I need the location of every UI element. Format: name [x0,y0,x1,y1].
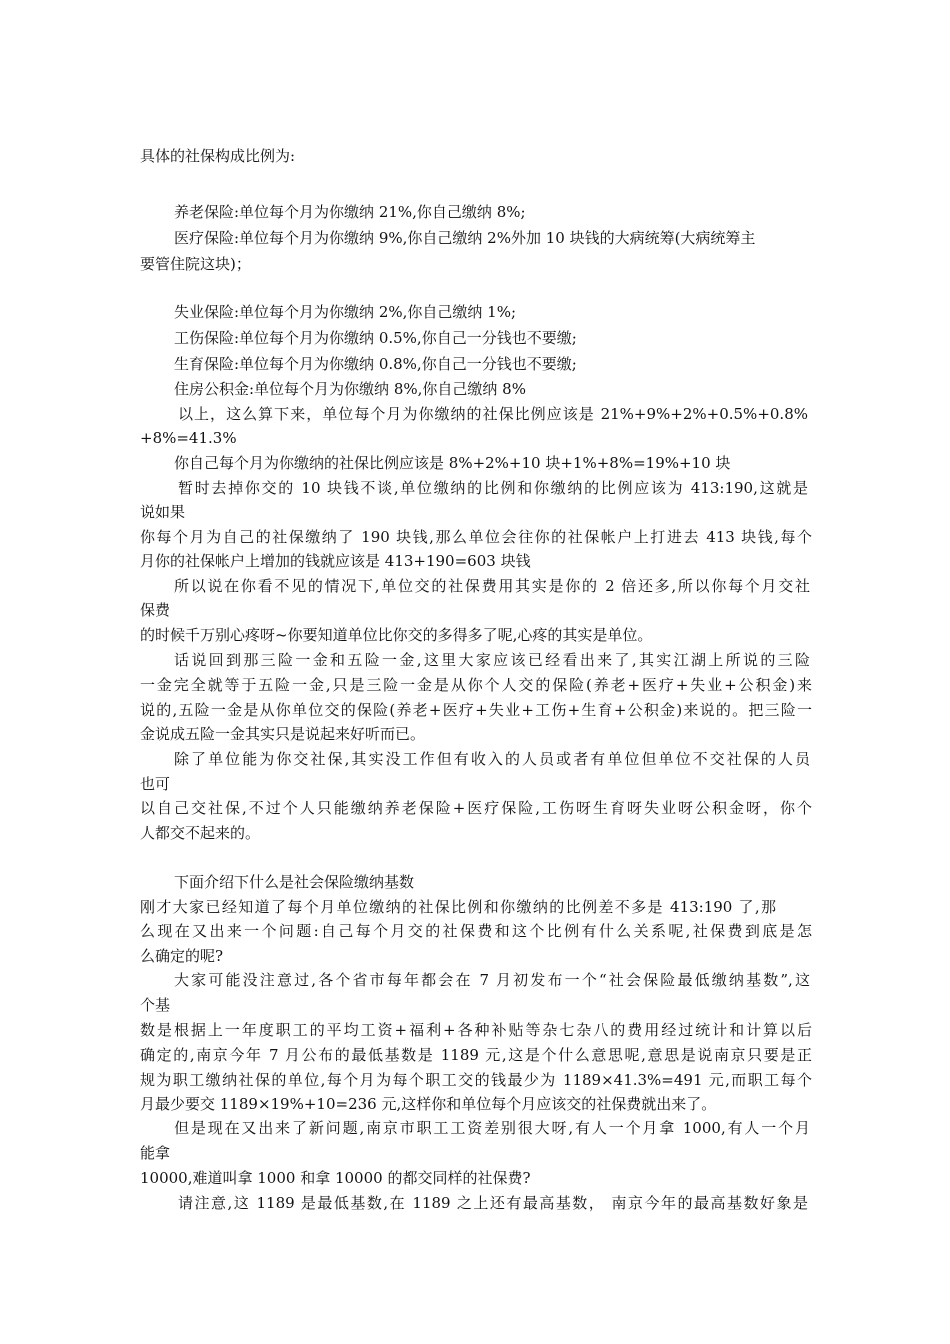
medical-line-cont: 要管住院这块)； [140,255,251,273]
paragraph-line: 确定的,南京今年 7 月公布的最低基数是 1189 元,这是个什么意思呢,意思是说南京只要是正 [140,1046,812,1064]
ratio-line-cont: 说如果 [140,503,186,521]
paragraph-line: 么确定的呢? [140,947,224,965]
paragraph-line: 但是现在又出来了新问题,南京市职工工资差别很大呀,有人一个月拿 1000,有人一个月 [174,1119,810,1137]
intro-line: 具体的社保构成比例为: [140,147,296,165]
paragraph-line: 刚才大家已经知道了每个月单位缴纳的社保比例和你缴纳的比例差不多是 413:190 了,那 [140,898,776,916]
paragraph-line: 大家可能没注意过,各个省市每年都会在 7 月初发布一个“社会保险最低缴纳基数”,这 [174,971,810,989]
paragraph-line: 的时候千万别心疼呀~你要知道单位比你交的多得多了呢,心疼的其实是单位。 [140,626,653,644]
paragraph-line: 话说回到那三险一金和五险一金,这里大家应该已经看出来了,其实江湖上所说的三险 [174,651,810,669]
paragraph-line-cont: 能拿 [140,1144,171,1162]
medical-line: 医疗保险:单位每个月为你缴纳 9%,你自己缴纳 2%外加 10 块钱的大病统筹(大病统筹主 [174,229,756,247]
pension-line: 养老保险:单位每个月为你缴纳 21%,你自己缴纳 8%; [174,203,526,221]
paragraph-line: 以自己交社保,不过个人只能缴纳养老保险+医疗保险,工伤呀生育呀失业呀公积金呀，你个 [140,799,812,817]
paragraph-line-cont: 保费 [140,601,171,619]
paragraph-line: 请注意,这 1189 是最低基数,在 1189 之上还有最高基数， 南京今年的最高基数好象是 [178,1194,808,1212]
maternity-line: 生育保险:单位每个月为你缴纳 0.8%,你自己一分钱也不要缴; [174,355,577,373]
paragraph-line: 除了单位能为你交社保,其实没工作但有收入的人员或者有单位但单位不交社保的人员 [174,750,810,768]
personal-ratio-line: 你自己每个月为你缴纳的社保比例应该是 8%+2%+10 块+1%+8%=19%+10 块 [174,454,731,472]
paragraph-line: 数是根据上一年度职工的平均工资+福利+各种补贴等杂七杂八的费用经过统计和计算以后 [140,1021,812,1039]
summary-line: 以上，这么算下来，单位每个月为你缴纳的社保比例应该是 21%+9%+2%+0.5%+0.8% [178,405,808,423]
section-heading: 下面介绍下什么是社会保险缴纳基数 [174,873,415,891]
injury-line: 工伤保险:单位每个月为你缴纳 0.5%,你自己一分钱也不要缴; [174,329,577,347]
paragraph-line: 金说成五险一金其实只是说起来好听而已。 [140,725,426,743]
paragraph-line: 人都交不起来的。 [140,824,261,842]
example-line-1: 你每个月为自己的社保缴纳了 190 块钱,那么单位会往你的社保帐户上打进去 413 块钱,每个 [140,528,812,546]
example-line-2: 月你的社保帐户上增加的钱就应该是 413+190=603 块钱 [140,552,531,570]
paragraph-line: 10000,难道叫拿 1000 和拿 10000 的都交同样的社保费? [140,1169,531,1187]
paragraph-line: 说的,五险一金是从你单位交的保险(养老+医疗+失业+工伤+生育+公积金)来说的。把三险一 [140,701,812,719]
paragraph-line: 一金完全就等于五险一金,只是三险一金是从你个人交的保险(养老+医疗+失业+公积金)来 [140,676,812,694]
housing-fund-line: 住房公积金:单位每个月为你缴纳 8%,你自己缴纳 8% [174,380,526,398]
paragraph-line: 所以说在你看不见的情况下,单位交的社保费用其实是你的 2 倍还多,所以你每个月交社 [174,577,810,595]
summary-line-cont: +8%=41.3% [140,429,237,447]
paragraph-line: 么现在又出来一个问题:自己每个月交的社保费和这个比例有什么关系呢,社保费到底是怎 [140,922,812,940]
unemployment-line: 失业保险:单位每个月为你缴纳 2%,你自己缴纳 1%; [174,303,517,321]
paragraph-line: 规为职工缴纳社保的单位,每个月为每个职工交的钱最少为 1189×41.3%=491 元,而职工每个 [140,1071,812,1089]
paragraph-line: 月最少要交 1189×19%+10=236 元,这样你和单位每个月应该交的社保费就出来了。 [140,1095,717,1113]
paragraph-line-cont: 个基 [140,996,171,1014]
paragraph-line-cont: 也可 [140,775,171,793]
ratio-line: 暂时去掉你交的 10 块钱不谈,单位缴纳的比例和你缴纳的比例应该为 413:190,这就是 [178,479,808,497]
